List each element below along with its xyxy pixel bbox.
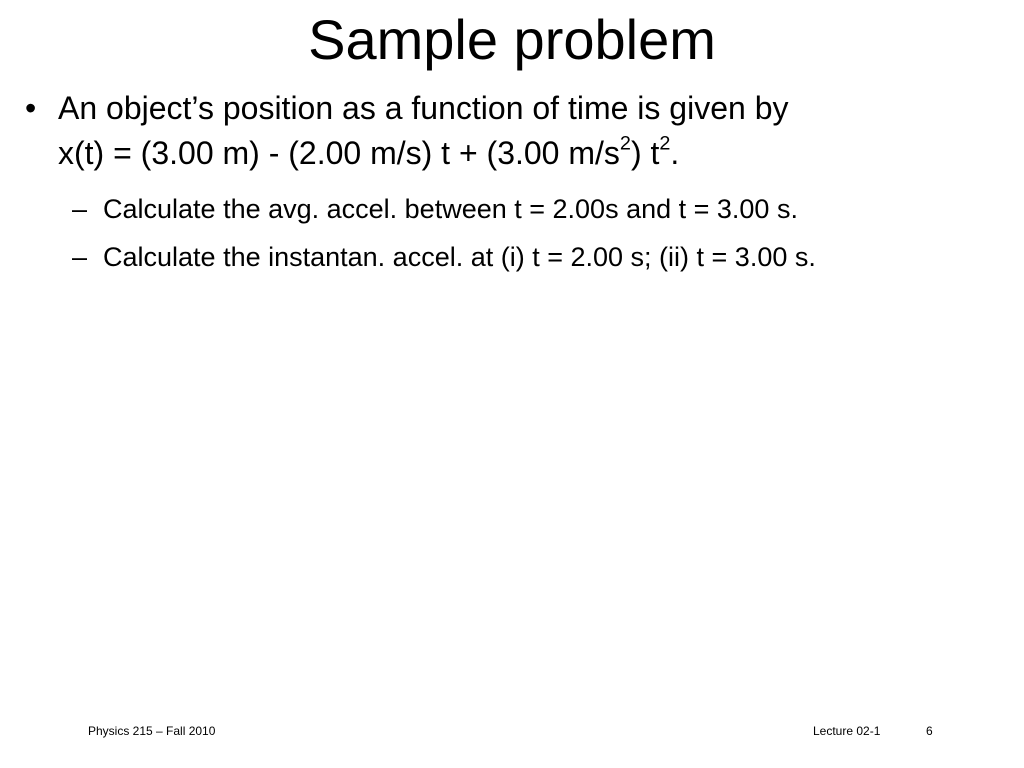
- sub-bullet-text: Calculate the instantan. accel. at (i) t = 2.00 s; (ii) t = 3.00 s.: [103, 242, 816, 272]
- equation-exponent-1: 2: [619, 132, 631, 155]
- equation-part-3: .: [670, 135, 680, 171]
- bullet-text: [58, 86, 1015, 176]
- bullet-line-2-equation: [58, 131, 1015, 176]
- bullet-line-1: An object’s position as a function of time is given by: [58, 90, 789, 126]
- footer-course: Physics 215 – Fall 2010: [88, 724, 216, 738]
- bullet-marker: •: [25, 90, 37, 126]
- equation-part-2: ) t: [630, 135, 660, 171]
- bullet-item: [25, 86, 1015, 176]
- slide-title: Sample problem: [308, 8, 716, 71]
- sub-bullet-avg-accel: [72, 192, 1022, 226]
- footer-lecture: Lecture 02-1: [813, 724, 881, 738]
- sub-bullet-marker: –: [72, 242, 88, 272]
- footer-page-number: 6: [926, 724, 933, 738]
- sub-bullet-instant-accel: [72, 240, 1022, 274]
- sub-bullet-text: Calculate the avg. accel. between t = 2.00s and t = 3.00 s.: [103, 194, 798, 224]
- equation-exponent-2: 2: [659, 132, 671, 155]
- sub-bullet-marker: –: [72, 194, 88, 224]
- equation-part-1: x(t) = (3.00 m) - (2.00 m/s) t + (3.00 m/s: [58, 135, 620, 171]
